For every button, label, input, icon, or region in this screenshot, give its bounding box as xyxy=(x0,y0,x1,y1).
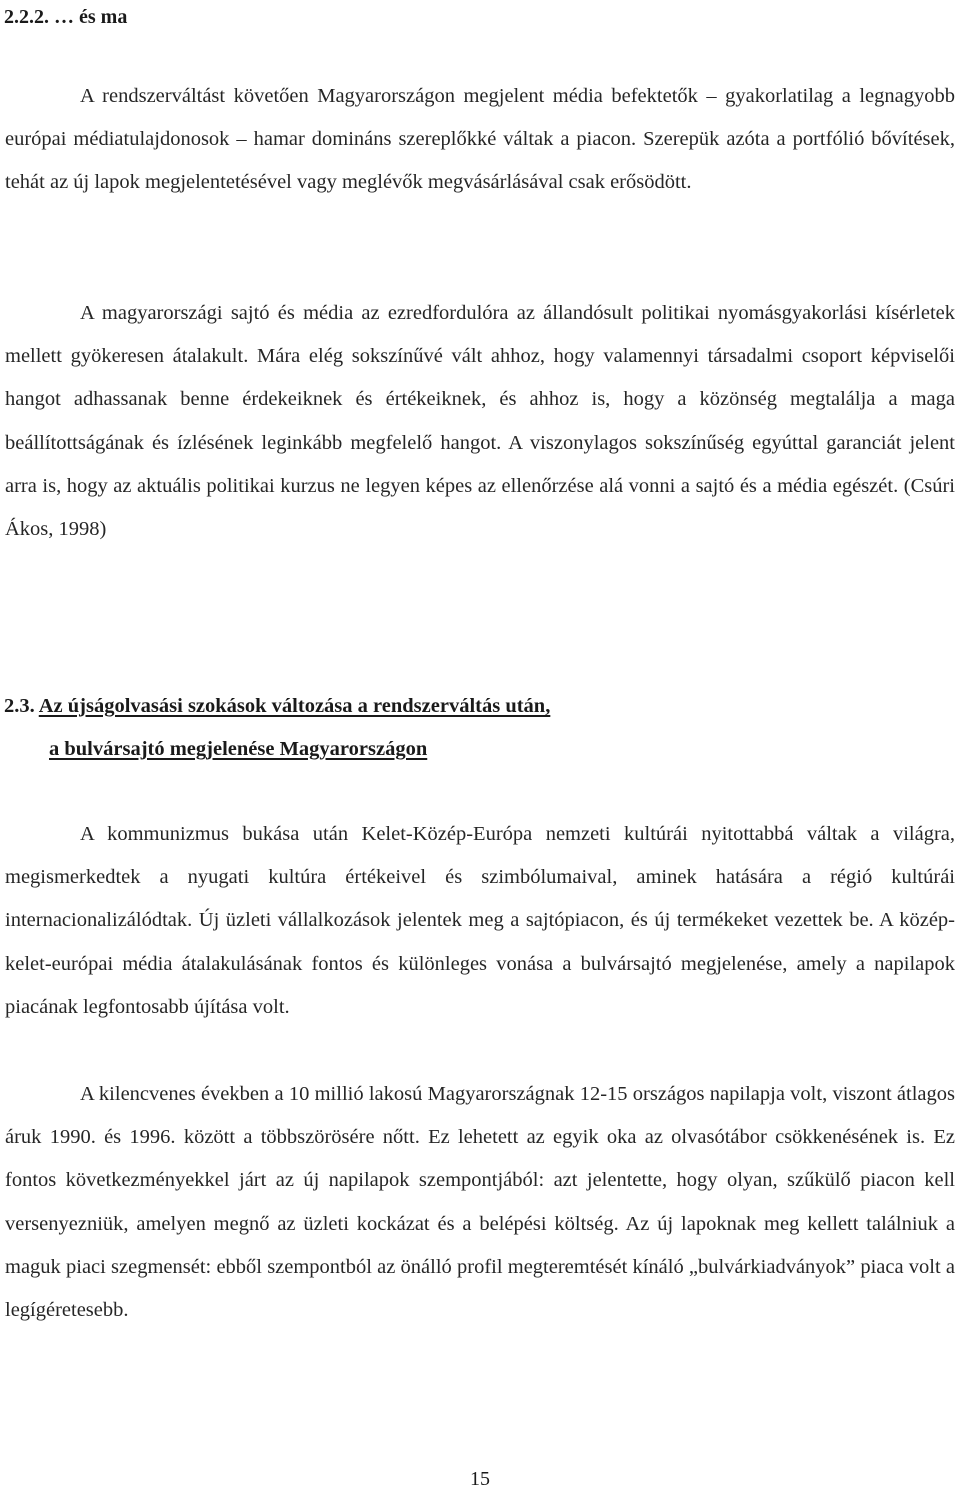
section-title-line-2: a bulvársajtó megjelenése Magyarországon xyxy=(49,738,428,760)
paragraph-media-investors: A rendszerváltást követően Magyarországon megjelent média befektetők – gyakorlatilag a legnagyobb európai médiatulajdonosok – hamar domináns szereplőkké váltak a piacon. Szerepük azóta a portfólió bővítések, tehát az új lapok megjelentetésével vagy meglévők megvásárlásával csak erősödött. xyxy=(5,85,955,194)
paragraph-press-transformation: A magyarországi sajtó és média az ezredfordulóra az állandósult politikai nyomásgyakorlási kísérletek mellett gyökeresen átalakult. Mára elég sokszínűvé vált ahhoz, hogy valamennyi társadalmi csoport képviselői hangot adhassanak benne érdekeiknek és értékeiknek, és ahhoz is, hogy a közönség megtalálja a maga beállítottságának és ízlésének leginkább megfelelő hangot. A viszonylagos sokszínűség egyúttal garanciát jelent arra is, hogy az aktuális politikai kurzus ne legyen képes az ellenőrzése alá vonni a sajtó és a média egészét. (Csúri Ákos, 1998) xyxy=(5,302,955,541)
section-title-line-1: Az újságolvasási szokások változása a rendszerváltás után, xyxy=(38,695,551,717)
page-number: 15 xyxy=(470,1468,490,1490)
paragraph-post-communism: A kommunizmus bukása után Kelet-Közép-Európa nemzeti kultúrái nyitottabbá váltak a világra, megismerkedtek a nyugati kultúra értékeivel és szimbólumaival, aminek hatására a régió kultúrái internacionalizálódtak. Új üzleti vállalkozások jelentek meg a sajtópiacon, és új termékeket vezettek be. A közép-kelet-európai média átalakulásának fontos és különleges vonása a bulvársajtó megjelenése, amely a napilapok piacának legfontosabb újítása volt. xyxy=(5,823,955,1018)
section-number: 2.3. xyxy=(4,695,35,717)
paragraph-nineties-dailies: A kilencvenes években a 10 millió lakosú Magyarországnak 12-15 országos napilapja volt, viszont átlagos áruk 1990. és 1996. között a többszörösére nőtt. Ez lehetett az egyik oka az olvasótábor csökkenésének is. Ez fontos következményekkel járt az új napilapok szempontjából: azt jelentette, hogy olyan, szűkülő piacon kell versenyezniük, amelyen megnő az üzleti kockázat és a belépési költség. Az új lapoknak meg kellett találniuk a maguk piaci szegmensét: ebből szempontból az önálló profil megteremtését kínáló „bulvárkiadványok” piaca volt a legígéretesebb. xyxy=(5,1083,955,1322)
section-heading-2-2-2: 2.2.2. … és ma xyxy=(4,6,128,28)
section-heading-2-3 xyxy=(4,685,954,771)
